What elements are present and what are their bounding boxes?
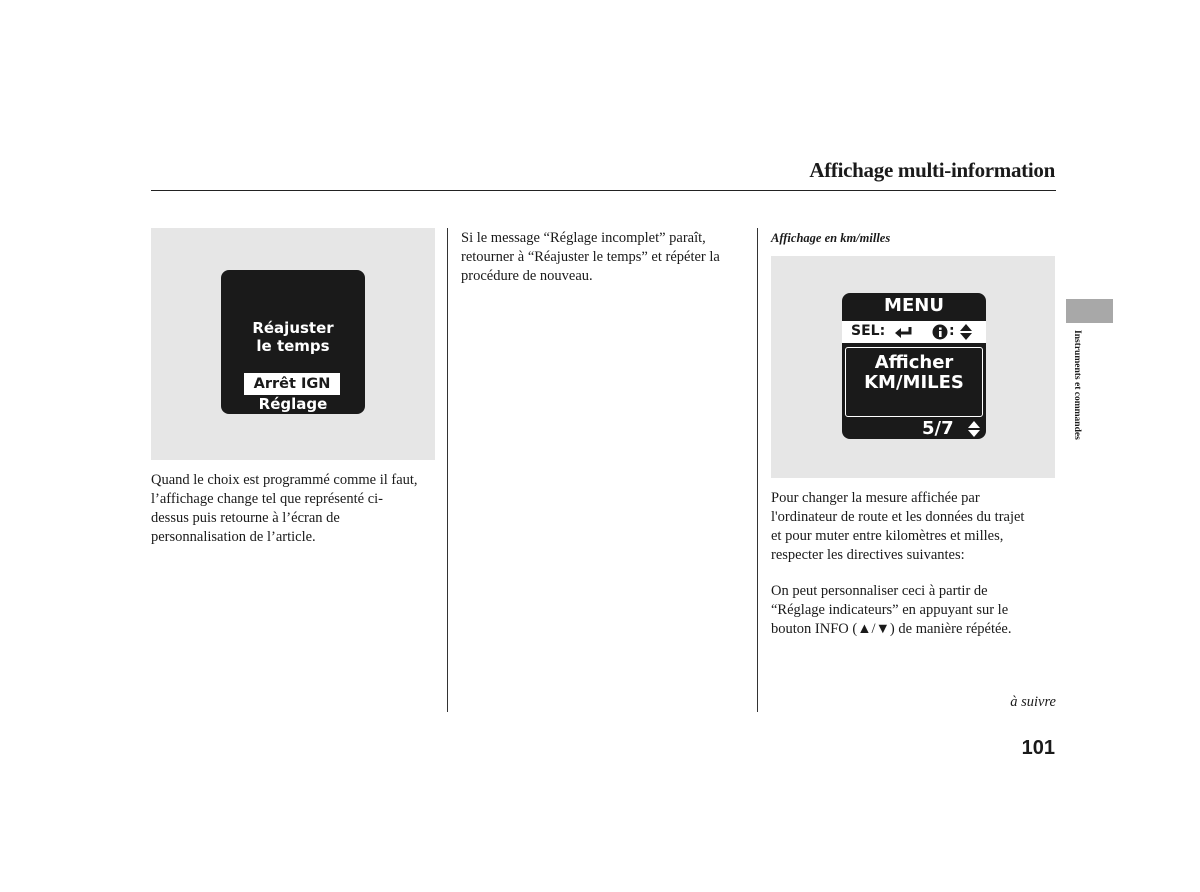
display-colon: : bbox=[949, 323, 955, 339]
display-line-le-temps: le temps bbox=[256, 337, 330, 355]
km-miles-subheading: Affichage en km/milles bbox=[771, 231, 891, 245]
header-rule bbox=[151, 190, 1056, 191]
counter-up-down-icon bbox=[967, 421, 981, 437]
section-tab-label: Instruments et commandes bbox=[1072, 330, 1082, 440]
right-paragraph-1: Pour changer la mesure affichée par l'ordinateur de route et les données du trajet et pour muter entre kilomètres et milles, respecter les directives suivantes: bbox=[771, 490, 1025, 563]
display-menu-title: MENU bbox=[884, 295, 944, 316]
page-title: Affichage multi-information bbox=[809, 158, 1055, 182]
display-line-reglage: Réglage bbox=[258, 395, 328, 413]
display-sel-label: SEL: bbox=[851, 323, 886, 339]
right-paragraph-2: On peut personnaliser ceci à partir de “Réglage indicateurs” en appuyant sur le bouton INFO (▲/▼) de manière répétée. bbox=[771, 583, 1012, 637]
reset-time-illustration bbox=[151, 228, 435, 460]
section-tab bbox=[1066, 299, 1113, 323]
left-paragraph: Quand le choix est programmé comme il faut, l’affichage change tel que représenté ci- dessus puis retourne à l’écran de personnalisation de l’article. bbox=[151, 472, 418, 545]
display-highlight-arret-ign: Arrêt IGN bbox=[244, 373, 340, 395]
km-miles-display bbox=[842, 293, 986, 439]
up-down-arrows-icon bbox=[959, 324, 973, 340]
enter-arrow-icon bbox=[894, 325, 914, 339]
display-line-km-miles: KM/MILES bbox=[864, 372, 964, 393]
continued-note: à suivre bbox=[1010, 694, 1056, 710]
display-line-reajuster: Réajuster bbox=[252, 319, 334, 337]
column-divider-left bbox=[447, 228, 448, 712]
display-page-counter: 5/7 bbox=[922, 418, 954, 439]
info-icon bbox=[932, 324, 948, 340]
column-divider-right bbox=[757, 228, 758, 712]
reset-time-display bbox=[221, 270, 365, 414]
display-sel-bar bbox=[842, 321, 986, 343]
km-miles-illustration bbox=[771, 256, 1055, 478]
middle-paragraph: Si le message “Réglage incomplet” paraît, retourner à “Réajuster le temps” et répéter la procédure de nouveau. bbox=[461, 230, 720, 284]
display-line-afficher: Afficher bbox=[874, 352, 954, 373]
page-number: 101 bbox=[1021, 737, 1055, 759]
